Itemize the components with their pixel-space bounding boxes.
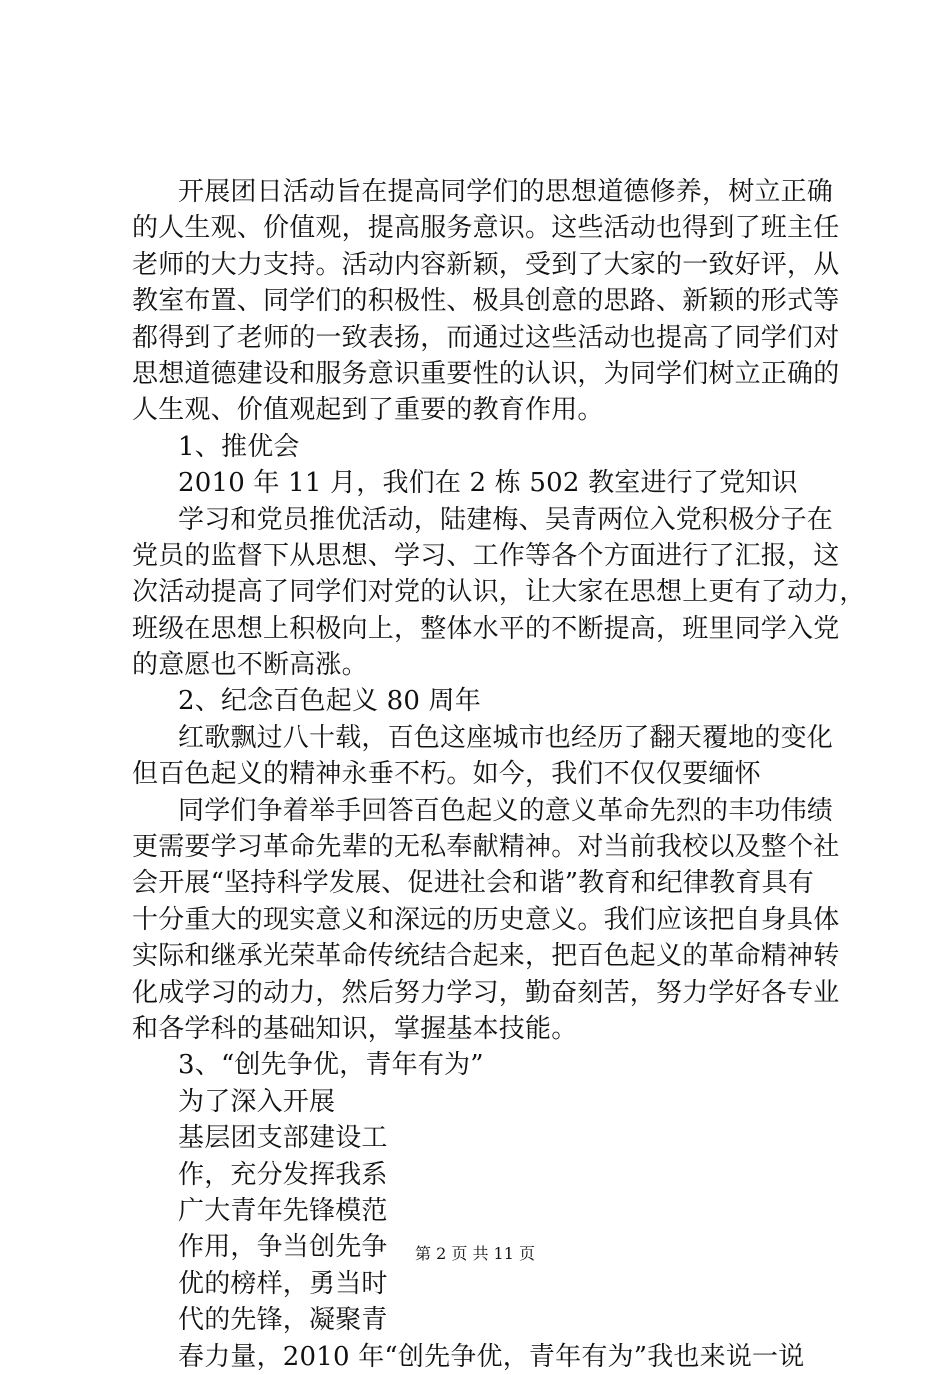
text-line: 学习和党员推优活动，陆建梅、吴青两位入党积极分子在 <box>178 504 834 535</box>
section-heading: 1、推优会 <box>178 431 300 462</box>
text-line: 基层团支部建设工 <box>178 1123 388 1154</box>
text-line: 实际和继承光荣革命传统结合起来，把百色起义的革命精神转 <box>132 941 840 972</box>
text-line: 但百色起义的精神永垂不朽。如今，我们不仅仅要缅怀 <box>132 759 761 790</box>
text-line: 和各学科的基础知识，掌握基本技能。 <box>132 1013 578 1044</box>
text-line: 2010 年 11 月，我们在 2 栋 502 教室进行了党知识 <box>178 468 798 499</box>
text-line: 化成学习的动力，然后努力学习，勤奋刻苦，努力学好各专业 <box>132 977 840 1008</box>
text-line: 十分重大的现实意义和深远的历史意义。我们应该把自身具体 <box>132 904 840 935</box>
page-number-footer: 第 2 页 共 11 页 <box>415 1244 535 1263</box>
text-line: 开展团日活动旨在提高同学们的思想道德修养，树立正确 <box>178 177 834 207</box>
text-line: 代的先锋，凝聚青 <box>178 1305 388 1336</box>
text-line: 班级在思想上积极向上，整体水平的不断提高，班里同学入党 <box>132 613 840 644</box>
document-body <box>132 174 866 1375</box>
text-line: 同学们争着举手回答百色起义的意义革命先烈的丰功伟绩 <box>178 795 834 826</box>
text-line: 红歌飘过八十载，百色这座城市也经历了翻天覆地的变化 <box>178 722 834 753</box>
text-line: 老师的大力支持。活动内容新颖，受到了大家的一致好评，从 <box>132 249 840 280</box>
text-line: 教室布置、同学们的积极性、极具创意的思路、新颖的形式等 <box>132 286 840 317</box>
text-line: 次活动提高了同学们对党的认识，让大家在思想上更有了动力， <box>132 577 866 608</box>
text-line: 优的榜样，勇当时 <box>178 1268 388 1299</box>
text-line: 春力量，2010 年“创先争优，青年有为”我也来说一说 <box>178 1341 805 1372</box>
section-heading: 2、纪念百色起义 80 周年 <box>178 686 481 717</box>
text-line: 党员的监督下从思想、学习、工作等各个方面进行了汇报，这 <box>132 540 840 571</box>
text-line: 都得到了老师的一致表扬，而通过这些活动也提高了同学们对 <box>132 322 840 353</box>
text-line: 人生观、价值观起到了重要的教育作用。 <box>132 395 604 426</box>
text-line: 广大青年先锋模范 <box>178 1195 388 1226</box>
section-heading: 3、“创先争优，青年有为” <box>178 1050 484 1081</box>
text-line: 为了深入开展 <box>178 1086 336 1117</box>
text-line: 作，充分发挥我系 <box>178 1159 388 1190</box>
text-line: 更需要学习革命先辈的无私奉献精神。对当前我校以及整个社 <box>132 832 840 863</box>
text-line: 的人生观、价值观，提高服务意识。这些活动也得到了班主任 <box>132 213 840 244</box>
text-line: 会开展“坚持科学发展、促进社会和谐”教育和纪律教育具有 <box>132 868 814 899</box>
text-line: 思想道德建设和服务意识重要性的认识，为同学们树立正确的 <box>132 358 840 389</box>
text-line: 的意愿也不断高涨。 <box>132 650 368 681</box>
text-line: 作用，争当创先争 <box>178 1232 388 1263</box>
